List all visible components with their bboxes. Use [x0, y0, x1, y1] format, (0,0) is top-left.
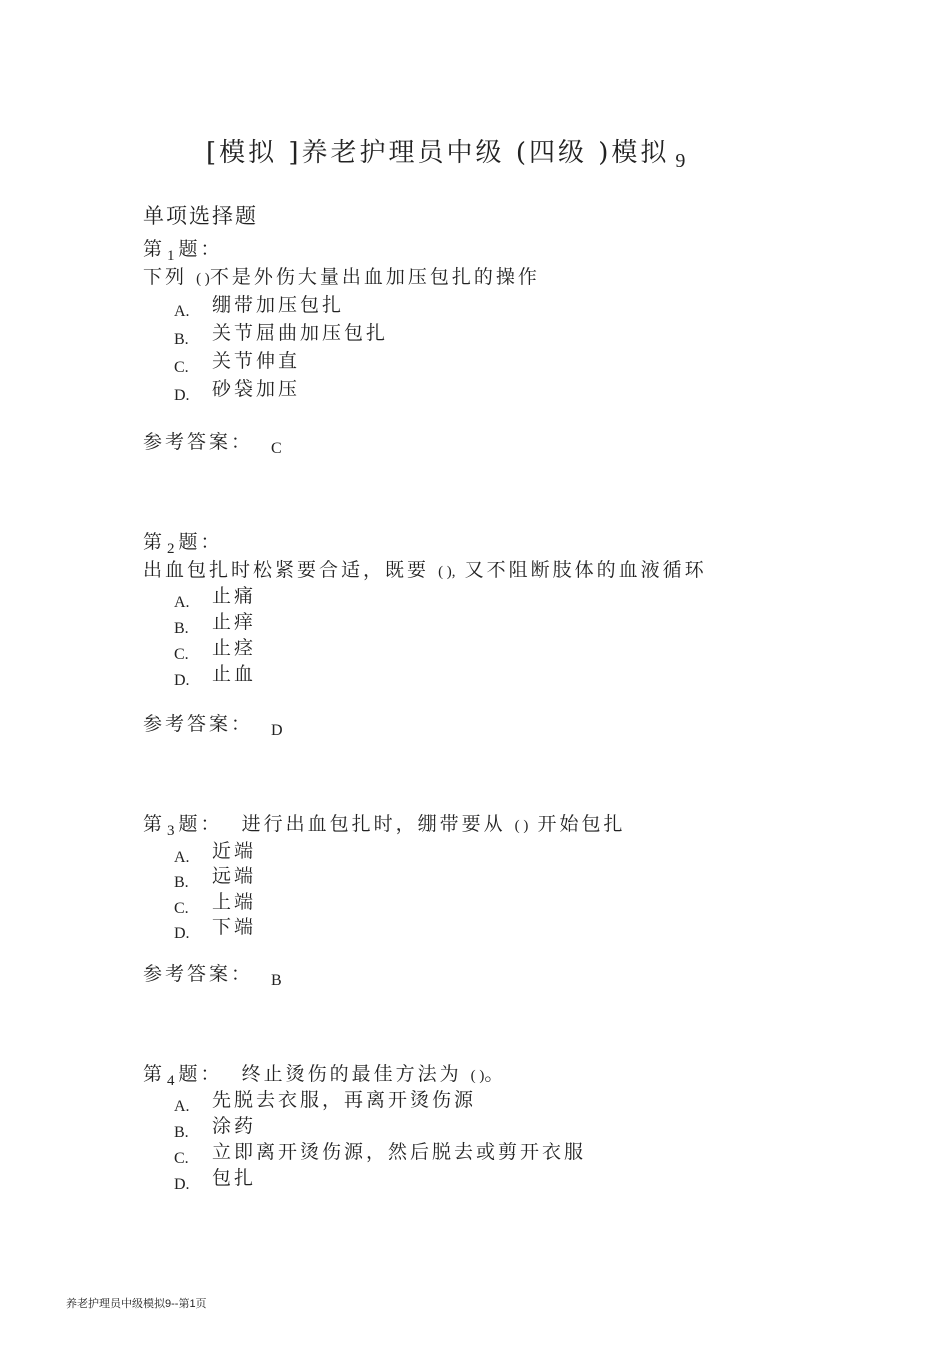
question-suffix: 题：: [178, 238, 223, 260]
option-letter: A.: [174, 594, 190, 611]
option-text: 近端: [212, 840, 257, 862]
title-text: [模拟 ]养老护理员中级 (四级 )模拟: [206, 138, 670, 168]
option-letter: D.: [174, 672, 190, 689]
question-2-option-a: [174, 581, 257, 611]
question-2-answer: [143, 709, 283, 739]
option-letter: B.: [174, 620, 189, 637]
option-text: 远端: [212, 865, 257, 887]
question-4-heading: [143, 1059, 507, 1089]
question-blank: ( ): [514, 818, 529, 834]
option-letter: C.: [174, 1150, 189, 1167]
question-3-answer: [143, 959, 282, 989]
answer-label: 参考答案：: [143, 713, 254, 735]
option-text: 止痛: [212, 585, 257, 607]
option-text: 绷带加压包扎: [212, 294, 345, 316]
page-title: [206, 132, 689, 172]
question-number: 4: [167, 1073, 175, 1089]
question-text-after: 又不阻断肢体的血液循环: [464, 559, 707, 581]
option-text: 止痒: [212, 611, 257, 633]
option-letter: D.: [174, 925, 190, 942]
option-letter: A.: [174, 1098, 190, 1115]
question-3-heading: [143, 809, 626, 839]
question-suffix: 题：: [178, 1063, 223, 1085]
question-1-answer: [143, 427, 282, 457]
option-letter: C.: [174, 646, 189, 663]
question-number: 3: [167, 823, 175, 839]
question-blank: ( ),: [438, 564, 456, 580]
option-text: 砂袋加压: [212, 378, 301, 400]
question-prefix: 第: [143, 238, 166, 260]
question-3-option-c: [174, 887, 257, 917]
option-letter: D.: [174, 1176, 190, 1193]
question-1-option-a: [174, 290, 345, 320]
question-2-option-b: [174, 607, 257, 637]
question-suffix: 题：: [178, 531, 223, 553]
option-text: 上端: [212, 891, 257, 913]
question-suffix: 题：: [178, 813, 223, 835]
question-blank: ( ): [470, 1068, 485, 1084]
title-number: 9: [675, 150, 689, 172]
option-letter: B.: [174, 1124, 189, 1141]
question-prefix: 第: [143, 813, 166, 835]
option-text: 止血: [212, 663, 257, 685]
question-1-text: [143, 262, 540, 289]
question-3-option-b: [174, 861, 257, 891]
answer-label: 参考答案：: [143, 431, 254, 453]
question-text-after: 不是外伤大量出血加压包扎的操作: [209, 266, 540, 288]
question-2-option-d: [174, 659, 257, 689]
question-2-heading: [143, 527, 223, 557]
question-blank: ( ): [196, 271, 210, 287]
question-1-option-d: [174, 374, 301, 404]
option-text: 先脱去衣服，再离开烫伤源: [212, 1089, 477, 1111]
question-text-before: 出血包扎时松紧要合适，既要: [143, 559, 430, 581]
option-text: 立即离开烫伤源，然后脱去或剪开衣服: [212, 1141, 587, 1163]
answer-value: B: [271, 972, 282, 989]
question-4-option-a: [174, 1085, 477, 1115]
question-3-option-d: [174, 912, 257, 942]
page-footer: 养老护理员中级模拟9--第1页: [66, 1298, 207, 1310]
answer-label: 参考答案：: [143, 963, 254, 985]
section-heading: 单项选择题: [143, 204, 258, 228]
option-text: 止痉: [212, 637, 257, 659]
answer-value: C: [271, 440, 282, 457]
answer-value: D: [271, 722, 283, 739]
option-text: 关节屈曲加压包扎: [212, 322, 389, 344]
option-letter: A.: [174, 849, 190, 866]
option-text: 下端: [212, 916, 257, 938]
option-letter: C.: [174, 900, 189, 917]
question-prefix: 第: [143, 1063, 166, 1085]
question-3-option-a: [174, 836, 257, 866]
question-prefix: 第: [143, 531, 166, 553]
option-letter: B.: [174, 874, 189, 891]
question-number: 1: [167, 248, 175, 264]
question-1-option-b: [174, 318, 389, 348]
question-text-before: 进行出血包扎时，绷带要从: [241, 813, 506, 835]
option-text: 涂药: [212, 1115, 257, 1137]
option-letter: A.: [174, 303, 190, 320]
question-2-option-c: [174, 633, 257, 663]
question-1-option-c: [174, 346, 301, 376]
option-text: 关节伸直: [212, 350, 301, 372]
question-number: 2: [167, 541, 175, 557]
question-text-before: 下列: [143, 266, 188, 288]
option-letter: B.: [174, 331, 189, 348]
option-text: 包扎: [212, 1167, 257, 1189]
question-text-after: 。: [484, 1063, 507, 1085]
question-text-after: 开始包扎: [537, 813, 626, 835]
question-4-option-b: [174, 1111, 257, 1141]
option-letter: C.: [174, 359, 189, 376]
question-2-text: [143, 555, 707, 582]
question-text-before: 终止烫伤的最佳方法为: [241, 1063, 462, 1085]
question-1-heading: [143, 234, 223, 264]
question-4-option-d: [174, 1163, 257, 1193]
question-4-option-c: [174, 1137, 587, 1167]
option-letter: D.: [174, 387, 190, 404]
